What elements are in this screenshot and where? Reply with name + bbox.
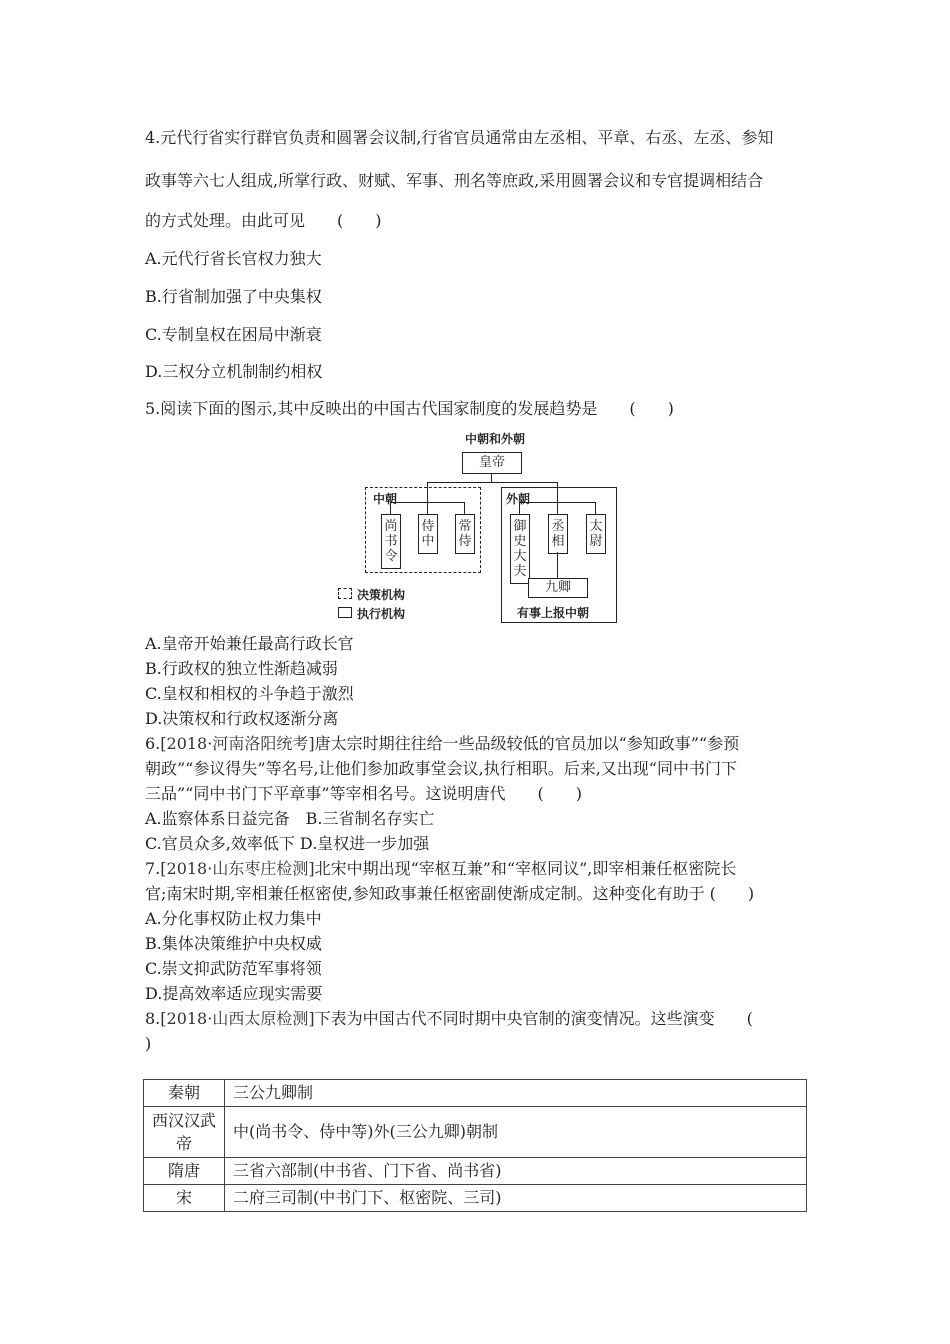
q5-stem: 5.阅读下面的图示,其中反映出的中国古代国家制度的发展趋势是 ( ) [145,399,674,418]
q7-option-c: C.崇文抑武防范军事将领 [145,959,322,978]
q4-stem-line1: 4.元代行省实行群官负责和圆署会议制,行省官员通常由左丞相、平章、右丞、左丞、参知 [145,128,774,147]
table-cell-period: 秦朝 [144,1080,225,1107]
q6-stem-line3: 三品”“同中书门下平章事”等宰相名号。这说明唐代 ( ) [145,784,583,803]
outer-item-yushidafu: 御史大夫 [510,514,530,584]
q7-option-d: D.提高效率适应现实需要 [145,984,323,1003]
q4-stem-line2: 政事等六七人组成,所掌行政、财赋、军事、刑名等庶政,采用圆署会议和专官提调相结合 [145,171,764,190]
diagram-title: 中朝和外朝 [465,432,526,446]
legend-dashed-swatch [338,588,352,599]
q6-source: [2018·河南洛阳统考] [160,734,315,753]
table-row [144,1185,807,1212]
q6-stem-line2: 朝政”“参议得失”等名号,让他们参加政事堂会议,执行相职。后来,又出现“同中书门下 [145,759,737,778]
inner-item-shangshuling: 尚书令 [381,514,401,569]
q4-option-d: D.三权分立机制制约相权 [145,362,323,381]
q7-stem-line2: 官;南宋时期,宰相兼任枢密使,参知政事兼任枢密副使渐成定制。这种变化有助于 ( ) [145,884,755,903]
q8-text: 下表为中国古代不同时期中央官制的演变情况。这些演变 ( [314,1009,753,1028]
table-cell-system: 中(尚书令、侍中等)外(三公九卿)朝制 [225,1107,807,1158]
q4-option-a: A.元代行省长官权力独大 [145,249,322,268]
q7-number: 7. [145,859,161,878]
q8-source: [2018·山西太原检测] [160,1009,315,1028]
table-row [144,1080,807,1107]
outer-item-chengxiang: 丞相 [548,514,568,554]
legend-dashed-label: 决策机构 [357,588,406,602]
emperor-box: 皇帝 [462,452,522,474]
court-diagram [335,428,620,624]
report-label: 有事上报中朝 [517,606,590,620]
q7-text: 北宋中期出现“宰枢互兼”和“宰枢同议”,即宰相兼任枢密院长 [314,859,737,878]
q7-option-a: A.分化事权防止权力集中 [145,909,322,928]
q6-number: 6. [145,734,161,753]
q6-options-ab: A.监察体系日益完备 B.三省制名存实亡 [145,809,435,828]
table-cell-period: 宋 [144,1185,225,1212]
q8-stem-line1 [145,1008,753,1030]
q7-source: [2018·山东枣庄检测] [160,859,315,878]
table-row [144,1158,807,1185]
q4-option-b: B.行省制加强了中央集权 [145,287,322,306]
outer-item-taiwei: 太尉 [586,514,606,554]
q5-option-d: D.决策权和行政权逐渐分离 [145,709,339,728]
q6-options-cd: C.官员众多,效率低下 D.皇权进一步加强 [145,834,430,853]
table-cell-period: 隋唐 [144,1158,225,1185]
table-cell-period: 西汉汉武帝 [144,1107,225,1158]
q5-option-b: B.行政权的独立性渐趋减弱 [145,659,338,678]
q6-stem-line1 [145,733,739,755]
outer-court-label: 外朝 [506,492,531,506]
legend-solid-swatch [338,607,352,618]
legend-solid-label: 执行机构 [357,607,406,621]
official-system-table [143,1079,807,1212]
q4-option-c: C.专制皇权在困局中渐衰 [145,325,322,344]
q8-number: 8. [145,1009,161,1028]
inner-item-shizhong: 侍中 [418,514,438,554]
inner-item-changshi: 常侍 [455,514,475,554]
inner-court-label: 中朝 [373,492,398,506]
nine-ministers-box: 九卿 [528,578,588,598]
q5-option-c: C.皇权和相权的斗争趋于激烈 [145,684,354,703]
table-cell-system: 二府三司制(中书门下、枢密院、三司) [225,1185,807,1212]
q5-option-a: A.皇帝开始兼任最高行政长官 [145,634,354,653]
table-cell-system: 三公九卿制 [225,1080,807,1107]
q6-text: 唐太宗时期往往给一些品级较低的官员加以“参知政事”“参预 [314,734,740,753]
table-row [144,1107,807,1158]
q4-stem-line3: 的方式处理。由此可见 ( ) [145,211,382,230]
q7-stem-line1 [145,858,736,880]
q8-stem-line2: ) [145,1034,152,1053]
q7-option-b: B.集体决策维护中央权威 [145,934,322,953]
table-cell-system: 三省六部制(中书省、门下省、尚书省) [225,1158,807,1185]
